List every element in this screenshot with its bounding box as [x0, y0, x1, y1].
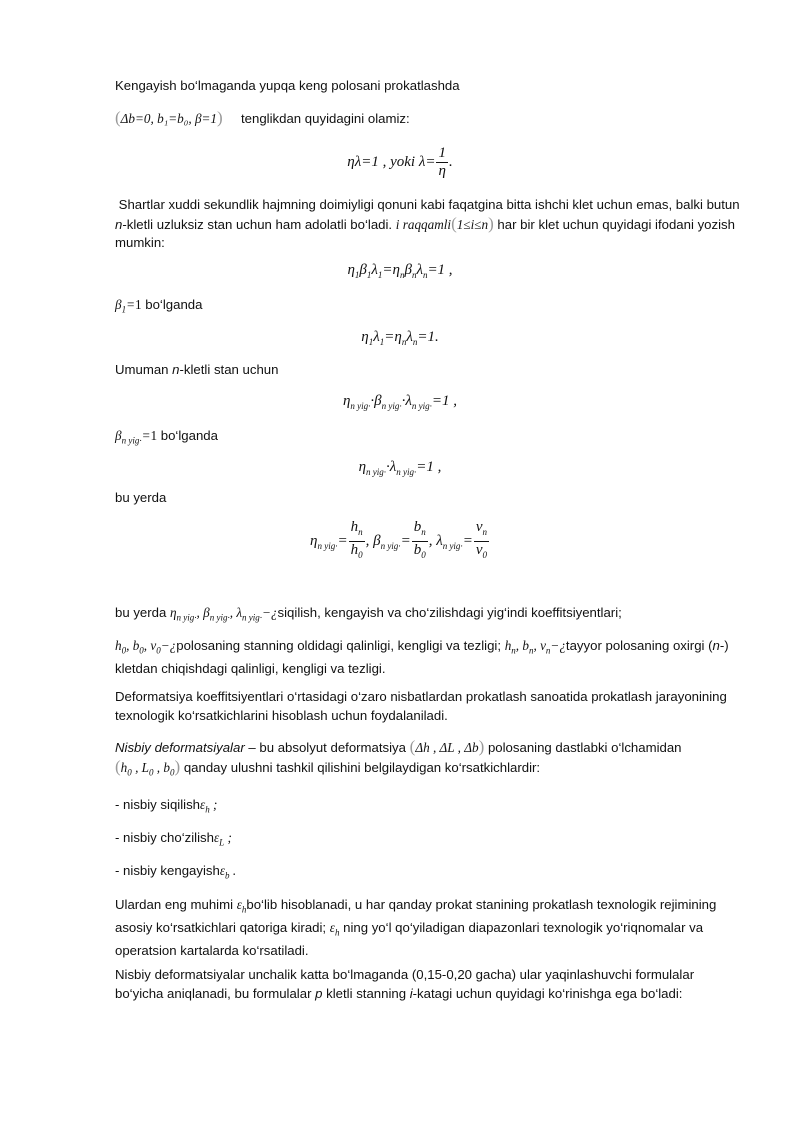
equation-1: ηλ=1 , yoki λ= $\frac{1}{\eta}$ .	[347, 145, 453, 179]
equation-3: $\eta_1\lambda_1=\eta_n\lambda_n=1$.	[361, 329, 439, 347]
paragraph-initial-final: $h_0$, $b_0$, $v_0-¿polosaning$ stanning oldidagi qalinligi, kengligi va tezligi; $h_n$, $b_n$, $v_n-¿tayyor$ polosaning oxirgi (n-) kletdan chiqishdagi qalinligi, kengligi va tezligi.	[115, 638, 729, 677]
equation-4: $\eta_{n yig\cdot}\cdot\beta_{n yig\cdot}\cdot\lambda_{n yig\cdot}=1$ ,	[342, 393, 458, 411]
list-item-spread: - nisbiy kengayishε$_b$ .	[115, 863, 237, 881]
paragraph-most-important: Ulardan eng muhimi $\varepsilon_hbo‘lib$ hisoblanadi, u har qanday prokat stanining prokatlash texnologik rejimining asosiy ko‘rsatkichlari qatoriga kiradi; $\varepsilon_h$ ning yo‘l qo‘yiladigan diapazonlari texnologik yo‘riqnomalar va operatsion kartalarda ko‘rsatiladi.	[115, 897, 717, 959]
paragraph-beta1: $\beta_1=1$ bo‘lganda	[115, 297, 203, 315]
paragraph-intro: Kengayish bo‘lmaganda yupqa keng polosani prokatlashda	[115, 78, 460, 93]
paragraph-beta-sum: $\beta_{n yig\cdot}=1$ bo‘lganda	[115, 428, 218, 446]
paragraph-general: Umuman n-kletli stan uchun	[115, 362, 279, 377]
equation-5: $\eta_{n yig\cdot}\cdot\lambda_{n yig\cdot}=1$ ,	[358, 459, 442, 477]
paragraph-coefficients: bu yerda $\eta_{n yig\cdot}$, $\beta_{n yig\cdot}$, $\lambda_{n yig\cdot}-¿siqilish$, kengayish va cho‘zilishdagi yig‘indi koeffitsiyentlari;	[115, 605, 622, 623]
paragraph-condition: (Δb=0, b₁=b₀, β=1) tenglikdan quyidagini olamiz:	[115, 108, 410, 127]
paragraph-where: bu yerda	[115, 490, 167, 505]
equation-2: $\eta_1\beta_1\lambda_1=\eta_n\beta_n\lambda_n=1$ ,	[347, 262, 453, 280]
paragraph-conditions: Shartlar xuddi sekundlik hajmning doimiyligi qonuni kabi faqatgina bitta ishchi klet uchun emas, balki butun n-kletli uzluksiz stan uchun ham adolatli bo‘ladi. i raqqamli(1≤i≤n) har bir klet uchun quyidagi ifodani yozish mumkin:	[115, 197, 740, 250]
list-item-elongation: - nisbiy cho‘zilishε$_L$ ;	[115, 830, 232, 848]
paragraph-deformation-coeffs: Deformatsiya koeffitsiyentlari o‘rtasidagi o‘zaro nisbatlardan prokatlash sanoatida prokatlash jarayonining texnologik ko‘rsatkichlarini hisoblash uchun foydalaniladi.	[115, 689, 727, 723]
list-item-compression: - nisbiy siqilishε$_h$ ;	[115, 797, 218, 815]
math-condition: Δb=0, b₁=b₀, β=1	[120, 111, 218, 126]
paragraph-relative-deformations: Nisbiy deformatsiyalar – bu absolyut deformatsiya (Δh , ΔL , Δb) polosaning dastlabki o‘lchamidan ($h_0$ , $L_0$ , $b_0$) qanday ulushni tashkil qilishini belgilaydigan ko‘rsatkichlardir:	[115, 737, 682, 778]
equation-6: $\eta_{n yig\cdot}=$ $\frac{h_n}{h_0}$ , $\beta_{n yig\cdot}=$ $\frac{b_n}{b_0}$ , $\lambda_{n yig\cdot}=$ $\frac{v_n}{v_0}$	[310, 519, 487, 560]
paragraph-approx-formulas: Nisbiy deformatsiyalar unchalik katta bo‘lmaganda (0,15-0,20 gacha) ular yaqinlashuvchi formulalar bo‘yicha aniqlanadi, bu formulalar p kletli stanning i-katagi uchun quyidagi ko‘rinishga ega bo‘ladi:	[115, 967, 695, 1001]
condition-text: tenglikdan quyidagini olamiz:	[241, 111, 410, 126]
